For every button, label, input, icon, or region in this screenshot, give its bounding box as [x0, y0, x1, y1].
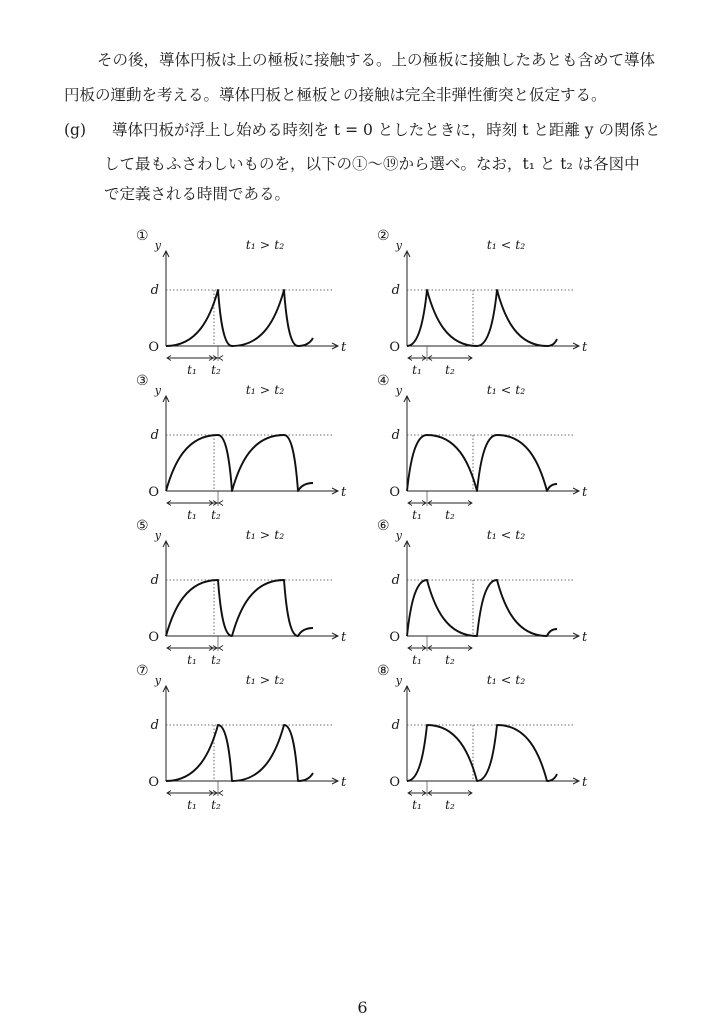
relation-label: t₁ < t₂: [486, 382, 526, 397]
t2-label: t₂: [445, 508, 455, 522]
graph-number: ⑧: [377, 663, 390, 679]
origin-label: O: [148, 775, 159, 790]
t1-label: t₁: [187, 363, 197, 377]
question-label: (g): [64, 121, 87, 139]
t2-label: t₂: [445, 798, 455, 812]
d-label: d: [150, 718, 159, 733]
y-axis-label: y: [395, 529, 402, 542]
relation-label: t₁ > t₂: [245, 672, 285, 687]
t1-label: t₁: [187, 653, 197, 667]
d-label: d: [150, 283, 159, 298]
t-axis-label: t: [582, 775, 588, 790]
relation-label: t₁ < t₂: [486, 672, 526, 687]
graph-number: ④: [377, 373, 390, 389]
t1-label: t₁: [412, 798, 422, 812]
graph-1: [133, 226, 347, 377]
t1-label: t₁: [412, 363, 422, 377]
d-label: d: [150, 573, 159, 588]
t-axis-label: t: [341, 485, 347, 500]
d-label: d: [391, 718, 400, 733]
graph-number: ⑤: [136, 518, 149, 534]
origin-label: O: [148, 630, 159, 645]
relation-label: t₁ > t₂: [245, 382, 285, 397]
y-axis-label: y: [395, 384, 402, 397]
motion-curve: [407, 725, 557, 781]
t1-label: t₁: [187, 508, 197, 522]
t-axis-label: t: [341, 775, 347, 790]
graph-number: ⑥: [377, 518, 390, 534]
question-line-3: で定義される時間である。: [104, 185, 291, 203]
question-line-1: 導体円板が浮上し始める時刻を t = 0 としたときに，時刻 t と距離 y の関係と: [112, 121, 661, 139]
t2-label: t₂: [211, 798, 221, 812]
t-axis-label: t: [582, 630, 588, 645]
origin-label: O: [389, 485, 400, 500]
y-axis-label: y: [154, 239, 161, 252]
motion-curve: [407, 580, 557, 636]
y-axis-label: y: [154, 529, 161, 542]
t-axis-label: t: [582, 340, 588, 355]
relation-label: t₁ < t₂: [486, 237, 526, 252]
motion-curve: [407, 290, 557, 346]
motion-curve: [166, 290, 313, 346]
intro-line-2: 円板の運動を考える。導体円板と極板との接触は完全非弾性衝突と仮定する。: [64, 86, 607, 104]
origin-label: O: [389, 775, 400, 790]
graph-number: ⑦: [136, 663, 149, 679]
motion-curve: [166, 725, 313, 781]
t1-label: t₁: [187, 798, 197, 812]
graph-7: [133, 661, 347, 812]
d-label: d: [391, 283, 400, 298]
graph-8: [374, 661, 588, 812]
t-axis-label: t: [341, 630, 347, 645]
y-axis-label: y: [395, 239, 402, 252]
y-axis-label: y: [154, 384, 161, 397]
motion-curve: [166, 435, 313, 491]
origin-label: O: [389, 630, 400, 645]
d-label: d: [150, 428, 159, 443]
t2-label: t₂: [445, 653, 455, 667]
graph-number: ①: [136, 228, 149, 244]
d-label: d: [391, 428, 400, 443]
y-axis-label: y: [154, 674, 161, 687]
t1-label: t₁: [412, 508, 422, 522]
motion-curve: [166, 580, 313, 636]
origin-label: O: [148, 340, 159, 355]
question-line-2: して最もふさわしいものを，以下の①～⑲から選べ。なお，t₁ と t₂ は各図中: [104, 155, 640, 173]
graph-number: ③: [136, 373, 149, 389]
motion-curve: [407, 435, 557, 491]
relation-label: t₁ > t₂: [245, 237, 285, 252]
relation-label: t₁ < t₂: [486, 527, 526, 542]
graph-3: [133, 371, 347, 522]
origin-label: O: [389, 340, 400, 355]
graph-number: ②: [377, 228, 390, 244]
graph-5: [133, 516, 347, 667]
intro-line-1: その後，導体円板は上の極板に接触する。上の極板に接触したあとも含めて導体: [97, 51, 656, 69]
t1-label: t₁: [412, 653, 422, 667]
graph-6: [374, 516, 588, 667]
relation-label: t₁ > t₂: [245, 527, 285, 542]
t-axis-label: t: [582, 485, 588, 500]
y-axis-label: y: [395, 674, 402, 687]
t2-label: t₂: [211, 653, 221, 667]
graph-4: [374, 371, 588, 522]
page-number: 6: [357, 998, 368, 1017]
d-label: d: [391, 573, 400, 588]
t2-label: t₂: [211, 508, 221, 522]
origin-label: O: [148, 485, 159, 500]
graph-2: [374, 226, 588, 377]
t-axis-label: t: [341, 340, 347, 355]
t2-label: t₂: [445, 363, 455, 377]
t2-label: t₂: [211, 363, 221, 377]
